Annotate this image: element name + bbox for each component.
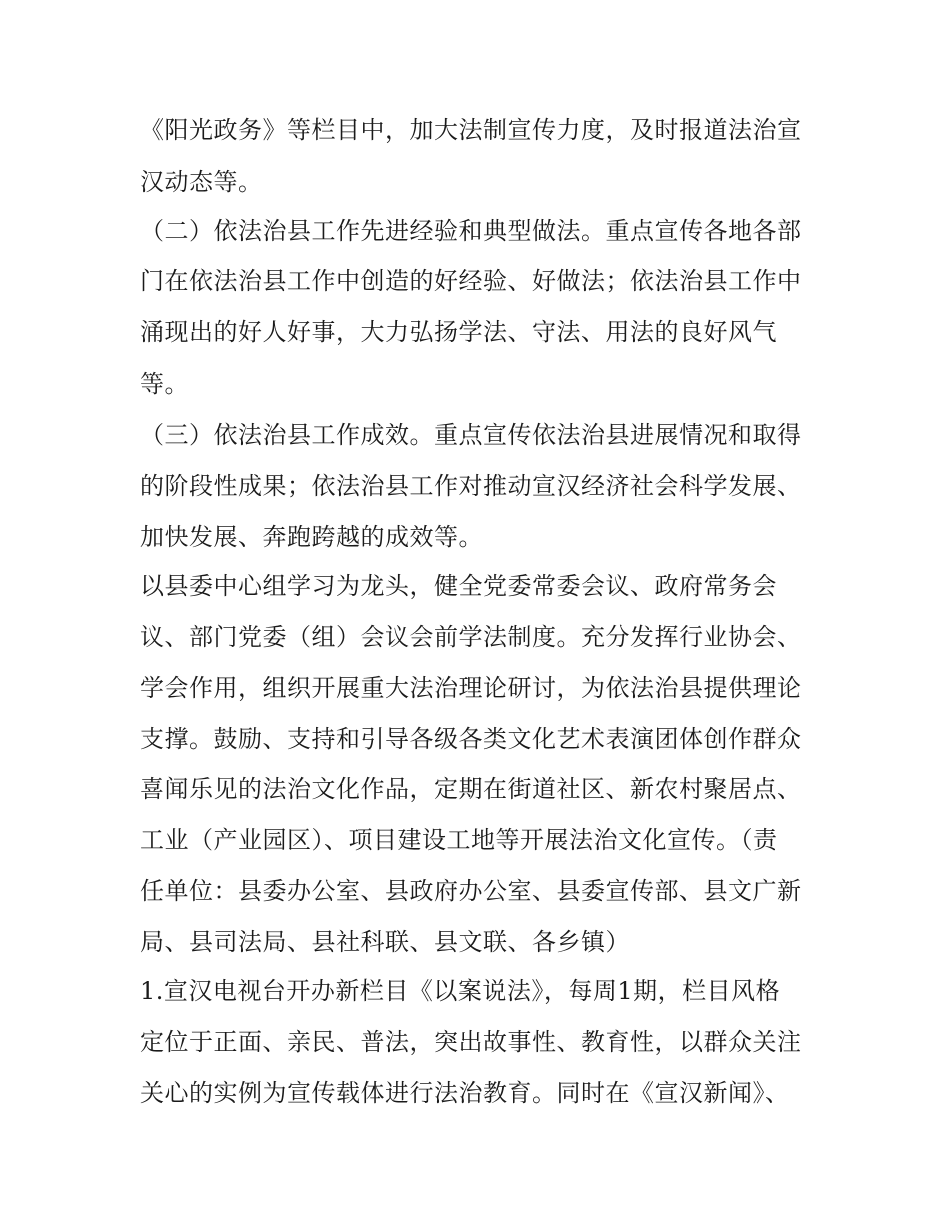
- text-line: 议、部门党委（组）会议会前学法制度。充分发挥行业协会、: [140, 623, 802, 651]
- text-line: 支撑。鼓励、支持和引导各级各类文化艺术表演团体创作群众: [140, 725, 802, 753]
- text-line: 等。: [140, 370, 189, 398]
- text-line: 1.宣汉电视台开办新栏目《以案说法》，每周1期，栏目风格: [140, 977, 781, 1005]
- text-line: 关心的实例为宣传载体进行法治教育。同时在《宣汉新闻》、: [140, 1079, 790, 1107]
- text-line: 汉动态等。: [140, 168, 263, 196]
- text-line: （二）依法治县工作先进经验和典型做法。重点宣传各地各部: [140, 217, 802, 245]
- text-line: 局、县司法局、县社科联、县文联、各乡镇）: [140, 928, 630, 956]
- text-line: 门在依法治县工作中创造的好经验、好做法；依法治县工作中: [140, 267, 802, 295]
- text-line: 的阶段性成果；依法治县工作对推动宣汉经济社会科学发展、: [140, 472, 802, 500]
- text-line: 工业（产业园区）、项目建设工地等开展法治文化宣传。（责: [140, 826, 778, 854]
- text-line: 学会作用，组织开展重大法治理论研讨，为依法治县提供理论: [140, 674, 802, 702]
- text-line: 喜闻乐见的法治文化作品，定期在街道社区、新农村聚居点、: [140, 775, 802, 803]
- text-line: 加快发展、奔跑跨越的成效等。: [140, 523, 483, 551]
- text-line: 涌现出的好人好事，大力弘扬学法、守法、用法的良好风气: [140, 318, 777, 346]
- text-line: 定位于正面、亲民、普法，突出故事性、教育性，以群众关注: [140, 1028, 802, 1056]
- text-line: 以县委中心组学习为龙头，健全党委常委会议、政府常务会: [140, 572, 777, 600]
- text-line: 任单位：县委办公室、县政府办公室、县委宣传部、县文广新: [140, 877, 802, 905]
- text-line: 《阳光政务》等栏目中，加大法制宣传力度，及时报道法治宣: [140, 116, 802, 144]
- text-line: （三）依法治县工作成效。重点宣传依法治县进展情况和取得: [140, 421, 802, 449]
